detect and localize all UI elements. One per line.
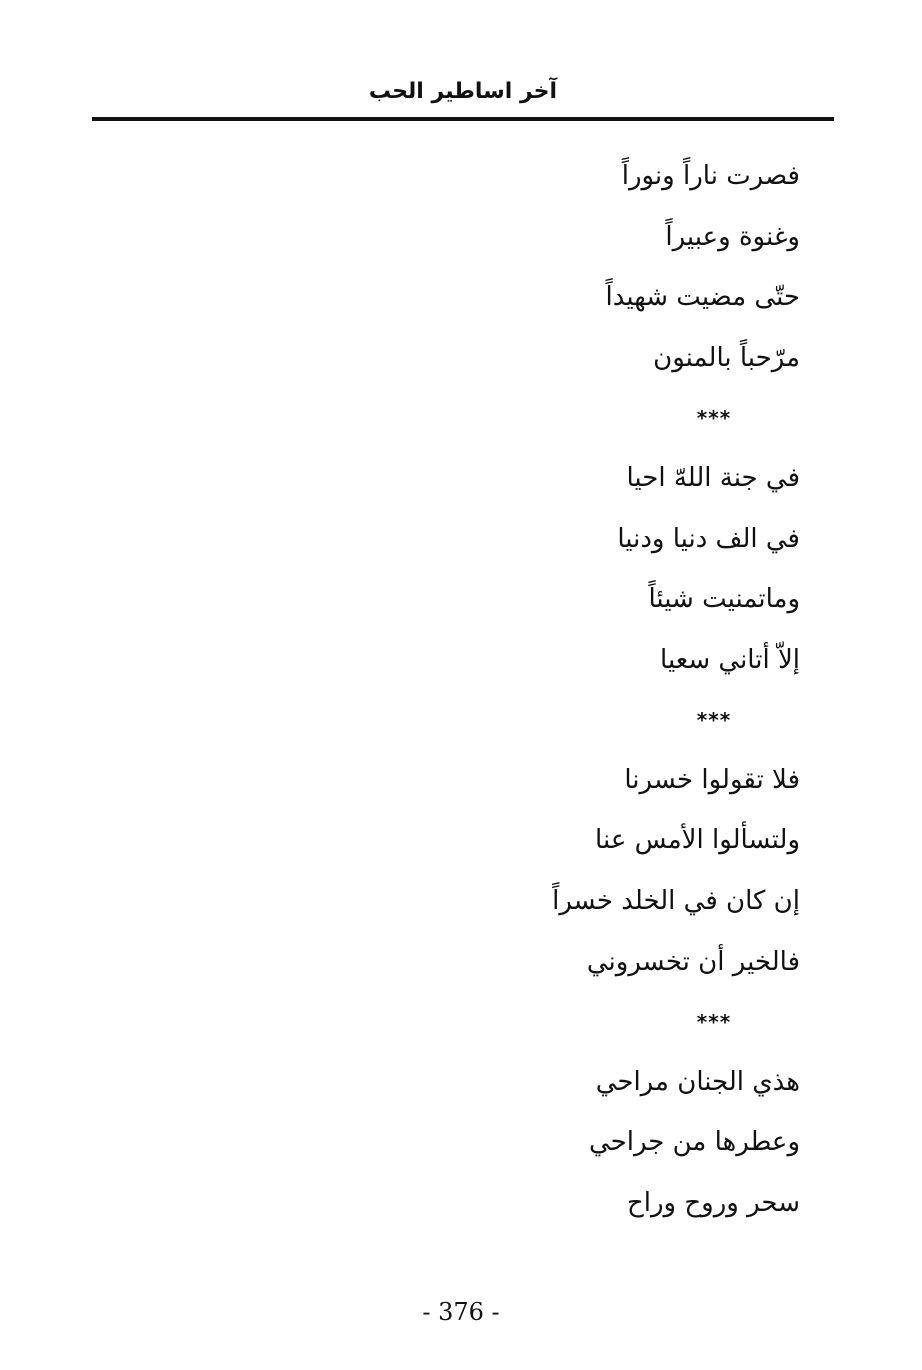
verse-line: وماتمنيت شيئاً: [648, 584, 800, 614]
verse-line: مرّحباً بالمنون: [653, 343, 800, 373]
verse-line: في الف دنيا ودنيا: [617, 524, 800, 554]
stanza-separator: ***: [696, 406, 732, 430]
verse-line: ولتسألوا الأمس عنا: [595, 825, 800, 855]
page-number: - 376 -: [422, 1298, 500, 1326]
stanza-separator: ***: [696, 708, 732, 732]
verse-line: وغنوة وعبيراً: [665, 222, 800, 252]
verse-line: فلا تقولوا خسرنا: [624, 765, 800, 795]
running-header-title: آخر اساطير الحب: [368, 79, 558, 104]
verse-line: في جنة اللهّ احيا: [626, 463, 800, 493]
verse-line: حتّى مضيت شهيداً: [605, 282, 800, 312]
verse-line: سحر وروح وراح: [626, 1188, 800, 1218]
verse-line: فالخير أن تخسروني: [586, 947, 800, 977]
verse-line: وعطرها من جراحي: [588, 1127, 800, 1157]
verse-line: فصرت ناراً ونوراً: [621, 161, 800, 191]
verse-line: إن كان في الخلد خسراً: [552, 886, 800, 916]
verse-line: هذي الجنان مراحي: [595, 1067, 800, 1097]
verse-line: إلاّ أتاني سعيا: [660, 645, 800, 675]
stanza-separator: ***: [696, 1010, 732, 1034]
